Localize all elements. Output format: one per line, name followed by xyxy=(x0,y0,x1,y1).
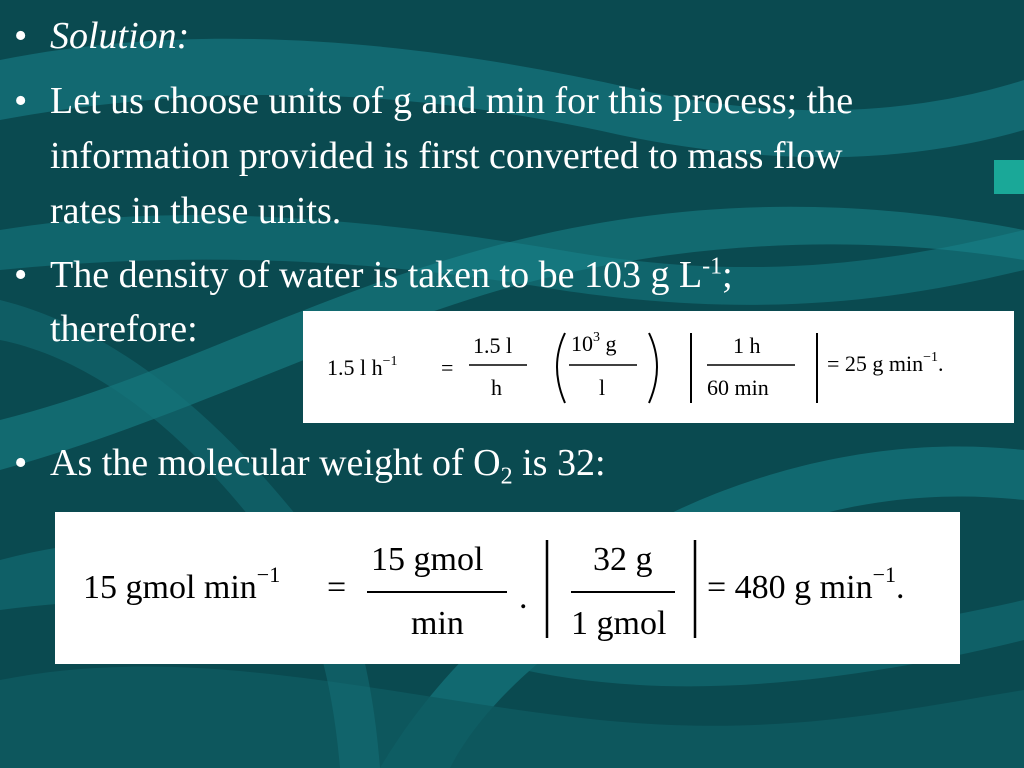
o2-subscript: 2 xyxy=(500,463,513,490)
eq1-frac3-num: 1 h xyxy=(733,333,761,358)
eq2-frac2-den: 1 gmol xyxy=(571,605,667,642)
eq1-lhs: 1.5 l h xyxy=(327,355,383,380)
svg-text:103 g xyxy=(571,330,617,356)
solution-heading: Solution: xyxy=(50,15,190,57)
equation-1-svg xyxy=(303,311,1014,423)
eq1-frac2-num-unit: g xyxy=(600,331,617,356)
svg-text:1.5 l h−1 xyxy=(327,354,398,380)
eq2-result-end: . xyxy=(896,569,905,606)
eq1-frac1-num: 1.5 l xyxy=(473,333,513,358)
equation-image-molar-to-mass xyxy=(55,512,960,664)
eq1-frac2-num: 10 xyxy=(571,331,593,356)
eq2-lhs: 15 gmol min xyxy=(83,569,257,606)
eq2-result: = 480 g min xyxy=(707,569,873,606)
eq1-frac2-den: l xyxy=(599,375,606,400)
svg-text:= 480 g min−1. xyxy=(707,562,905,606)
bullet-text-line: Let us choose units of g and min for this process; the xyxy=(50,80,854,122)
eq2-lhs-exponent: −1 xyxy=(256,562,281,587)
eq2-equals: = xyxy=(327,569,347,606)
bullet-marker: • xyxy=(14,80,28,122)
eq1-frac2-num-exponent: 3 xyxy=(593,330,600,345)
eq1-result-end: . xyxy=(938,351,944,376)
eq1-result-exponent: −1 xyxy=(923,350,939,365)
molecular-weight-text xyxy=(50,435,606,491)
therefore-text: therefore: xyxy=(50,308,198,350)
density-exponent: -1 xyxy=(702,253,723,280)
svg-text:= 25 g min−1. xyxy=(827,350,944,376)
eq1-left-paren xyxy=(557,333,565,403)
eq1-equals: = xyxy=(441,355,454,380)
density-text-main: The density of water is taken to be 103 g L xyxy=(50,254,703,296)
mw-text-main: As the molecular weight of O xyxy=(50,442,501,484)
mw-text-end: is 32: xyxy=(512,442,606,484)
eq2-result-exponent: −1 xyxy=(872,562,896,587)
eq1-right-paren xyxy=(649,333,657,403)
equation-2-svg xyxy=(55,512,960,664)
bullet-text-line: rates in these units. xyxy=(50,190,342,232)
equation-image-volume-to-mass xyxy=(303,311,1014,423)
svg-text:15 gmol min−1 xyxy=(83,562,280,606)
eq2-dot: . xyxy=(519,579,528,616)
density-text-end: ; xyxy=(722,254,733,296)
bullet-marker: • xyxy=(14,254,28,296)
bullet-marker: • xyxy=(14,442,28,484)
bullet-text-line: information provided is first converted to mass flow xyxy=(50,135,843,177)
eq1-frac1-den: h xyxy=(491,375,502,400)
eq2-frac2-num: 32 g xyxy=(593,541,653,578)
eq2-frac1-num: 15 gmol xyxy=(371,541,484,578)
density-text xyxy=(50,247,733,303)
eq2-frac1-den: min xyxy=(411,605,464,642)
bullet-marker: • xyxy=(14,15,28,57)
eq1-result: = 25 g min xyxy=(827,351,924,376)
eq1-lhs-exponent: −1 xyxy=(382,354,398,369)
eq1-frac3-den: 60 min xyxy=(707,375,769,400)
